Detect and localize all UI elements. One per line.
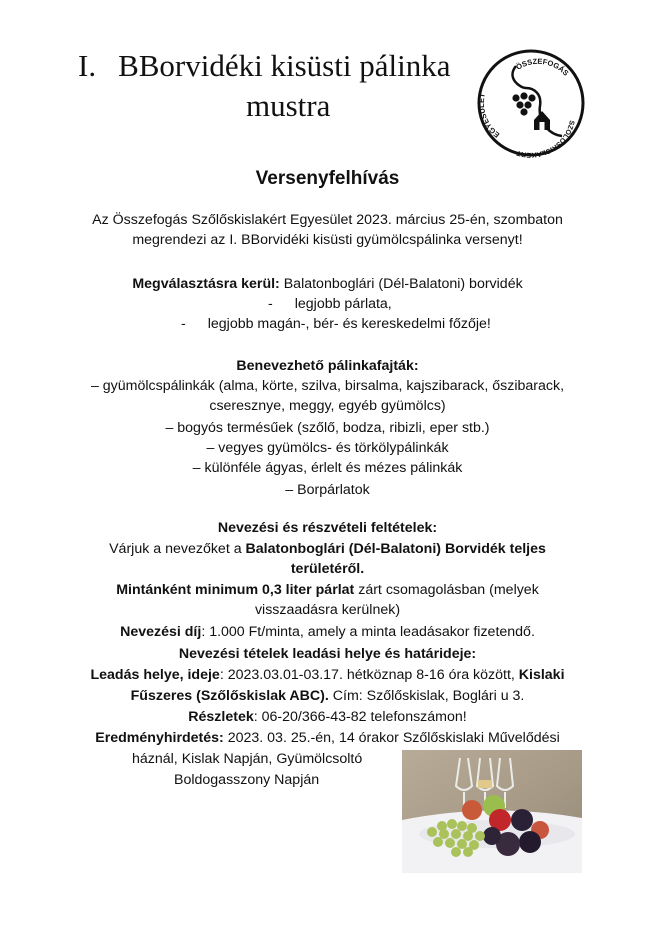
selection-line xyxy=(0,276,655,292)
address-text: Cím: Szőlőskislak, Boglári u 3. xyxy=(328,688,525,704)
conditions-line xyxy=(0,582,655,598)
logo-outer-ring xyxy=(476,51,583,155)
conditions-line: visszaadásra kerülnek) xyxy=(254,602,401,618)
selection-item xyxy=(268,296,392,312)
bullet: - xyxy=(181,316,186,332)
details-label: Részletek xyxy=(188,709,254,725)
selection-item xyxy=(181,316,491,332)
types-line: cseresznye, meggy, egyéb gyümölcs) xyxy=(209,398,446,414)
conditions-bold: Mintánként minimum 0,3 liter párlat xyxy=(116,582,355,598)
conditions-line: területéről. xyxy=(290,561,365,577)
deadline-title: Nevezési tételek leadási helye és határideje: xyxy=(178,646,477,662)
place-text: : 2023.03.01-03.17. hétköznap 8-16 óra között, xyxy=(219,667,519,683)
place-bold: Kislaki xyxy=(518,667,565,683)
types-title: Benevezhető pálinkafajták: xyxy=(236,358,419,374)
conditions-title: Nevezési és részvételi feltételek: xyxy=(217,520,438,536)
types-line: – különféle ágyas, érlelt és mézes pálinkák xyxy=(192,460,463,476)
title-number: I. xyxy=(78,48,97,83)
results-text: 2023. 03. 25.-én, 14 órakor Szőlőskislaki Művelődési xyxy=(223,730,560,746)
association-logo xyxy=(476,48,586,158)
logo-text-left: EGYESÜLET xyxy=(476,92,502,140)
fee-text: : 1.000 Ft/minta, amely a minta leadásakor fizetendő. xyxy=(201,624,535,640)
conditions-text: zárt csomagolásban (melyek xyxy=(354,582,539,598)
fruit-and-palinka-glasses-photo xyxy=(402,750,582,873)
fee-label: Nevezési díj xyxy=(120,624,202,640)
conditions-line xyxy=(0,541,655,557)
fee-line xyxy=(0,624,655,640)
details-line xyxy=(0,709,655,725)
page-heading: Versenyfelhívás xyxy=(255,168,400,189)
place-label: Leadás helye, ideje xyxy=(90,667,220,683)
types-line: – bogyós termésűek (szőlő, bodza, ribizli, eper stb.) xyxy=(165,420,490,436)
title-text: BBorvidéki kisüsti pálinka xyxy=(118,48,451,83)
selection-item-text: legjobb párlata, xyxy=(294,296,392,312)
place-line-2 xyxy=(0,688,655,704)
grapes-icon xyxy=(512,92,535,115)
selection-item-text: legjobb magán-, bér- és kereskedelmi főzője! xyxy=(207,316,491,332)
place-line xyxy=(0,667,655,683)
results-line-3: Boldogasszony Napján xyxy=(174,772,320,788)
place-bold: Fűszeres (Szőlőskislak ABC). xyxy=(130,688,329,704)
house-icon xyxy=(534,111,550,130)
intro-line-2: megrendezi az I. BBorvidéki kisüsti gyümölcspálinka versenyt! xyxy=(132,232,523,248)
selection-label: Megválasztásra kerül: xyxy=(132,276,280,292)
conditions-text: Várjuk a nevezőket a xyxy=(109,541,246,557)
results-line-2: háznál, Kislak Napján, Gyümölcsoltó xyxy=(132,751,363,767)
title-line-1 xyxy=(78,48,450,84)
types-line: – Borpárlatok xyxy=(285,482,370,498)
bullet: - xyxy=(268,296,273,312)
logo-text-top: ÖSSZEFOGÁS xyxy=(514,56,571,78)
types-line: – vegyes gyümölcs- és törkölypálinkák xyxy=(206,440,449,456)
phone-text: : 06-20/366-43-82 telefonszámon! xyxy=(253,709,467,725)
logo-text-bottom: SZŐLŐSKISLAKÉRT xyxy=(516,119,575,158)
title-line-2: mustra xyxy=(246,88,331,123)
conditions-bold: Balatonboglári (Dél-Balatoni) Borvidék teljes xyxy=(245,541,546,557)
selection-text: Balatonboglári (Dél-Balatoni) borvidék xyxy=(279,276,523,292)
intro-line-1: Az Összefogás Szőlőskislakért Egyesület 2023. március 25-én, szombaton xyxy=(92,212,563,228)
types-line: – gyümölcspálinkák (alma, körte, szilva, birsalma, kajszibarack, őszibarack, xyxy=(90,378,565,394)
results-label: Eredményhirdetés: xyxy=(95,730,224,746)
results-line xyxy=(0,730,655,746)
